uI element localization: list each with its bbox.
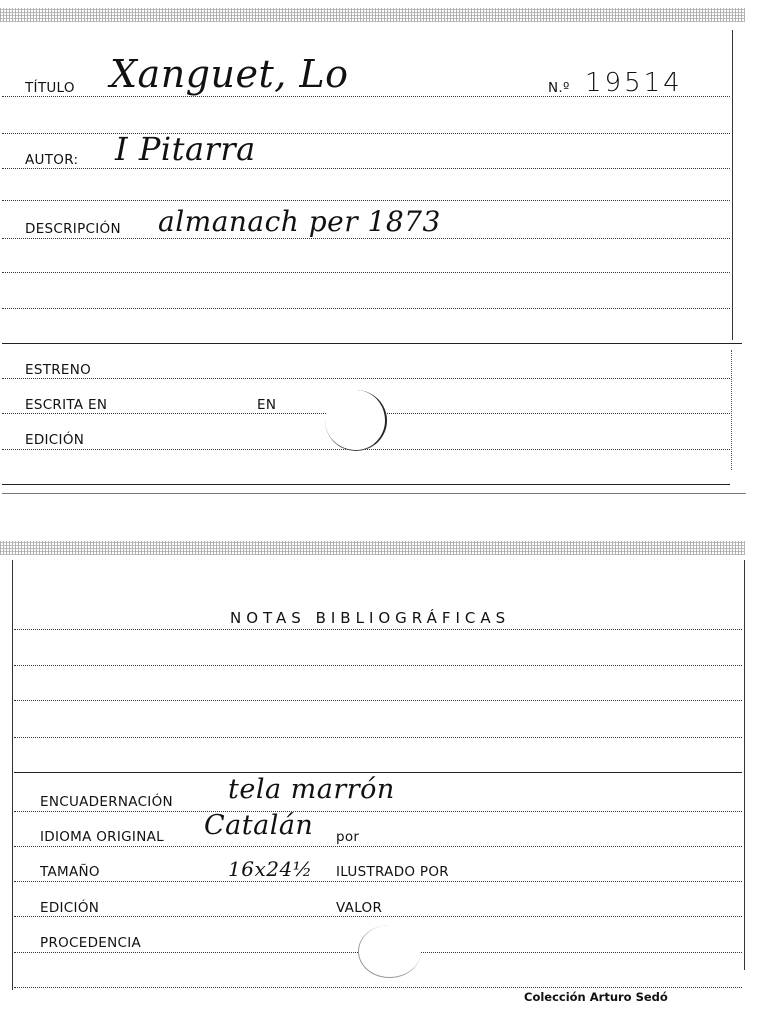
notas-section-rule [14,772,742,773]
escrita-en-label: ESCRITA EN [25,397,108,413]
coleccion-footer: Colección Arturo Sedó [524,990,668,1004]
en-label: EN [257,397,277,413]
titulo-rule [2,96,730,97]
estreno-label: ESTRENO [25,362,92,378]
autor-rule [2,168,730,169]
top-card-right-edge [732,30,733,340]
scan-noise-top [0,8,745,22]
titulo-label: TÍTULO [25,80,75,96]
bottom-last-rule [14,987,742,988]
autor-label: AUTOR: [25,152,79,168]
edicion-label-top: EDICIÓN [25,432,85,448]
top-card-right-edge-lower [731,350,732,470]
estreno-rule [2,378,730,379]
edicion-rule-bottom [14,916,742,917]
bottom-card-left-edge [12,560,13,990]
titulo-value: Xanguet, Lo [110,52,349,96]
ilustrado-label: ILUSTRADO POR [336,864,449,880]
valor-label: VALOR [336,900,383,916]
bottom-card-right-edge [744,560,745,970]
row-rule-2 [2,133,730,134]
row-rule-3 [2,200,730,201]
descripcion-value: almanach per 1873 [158,205,441,238]
idioma-value: Catalán [204,810,314,841]
idioma-rule [14,846,742,847]
encuadernacion-label: ENCUADERNACIÓN [40,794,173,810]
scan-noise-bottom [0,541,745,555]
numero-value: 19514 [585,68,683,98]
notas-rule-1 [14,629,742,630]
tamano-rule [14,881,742,882]
notas-rule-3 [14,700,742,701]
top-card-bottom-edge [2,484,730,485]
idioma-label: IDIOMA ORIGINAL [40,829,164,845]
tamano-value: 16x24½ [228,857,313,881]
numero-label: N.º [548,80,570,96]
notas-heading: NOTAS BIBLIOGRÁFICAS [230,609,511,627]
tamano-label: TAMAÑO [40,864,100,880]
encuadernacion-rule [14,811,742,812]
encuadernacion-value: tela marrón [228,774,395,805]
descripcion-rule [2,238,730,239]
punch-hole-top [325,390,387,451]
section-rule [2,343,742,344]
descripcion-label: DESCRIPCIÓN [25,221,121,237]
row-rule-5 [2,272,730,273]
notas-rule-2 [14,665,742,666]
row-rule-6 [2,308,730,309]
punch-hole-bottom [358,925,421,978]
autor-value: I Pitarra [115,130,256,168]
por-label: por [336,829,360,845]
top-card-shadow-edge [2,493,746,494]
edicion-label-bottom: EDICIÓN [40,900,100,916]
procedencia-label: PROCEDENCIA [40,935,142,951]
notas-rule-4 [14,737,742,738]
